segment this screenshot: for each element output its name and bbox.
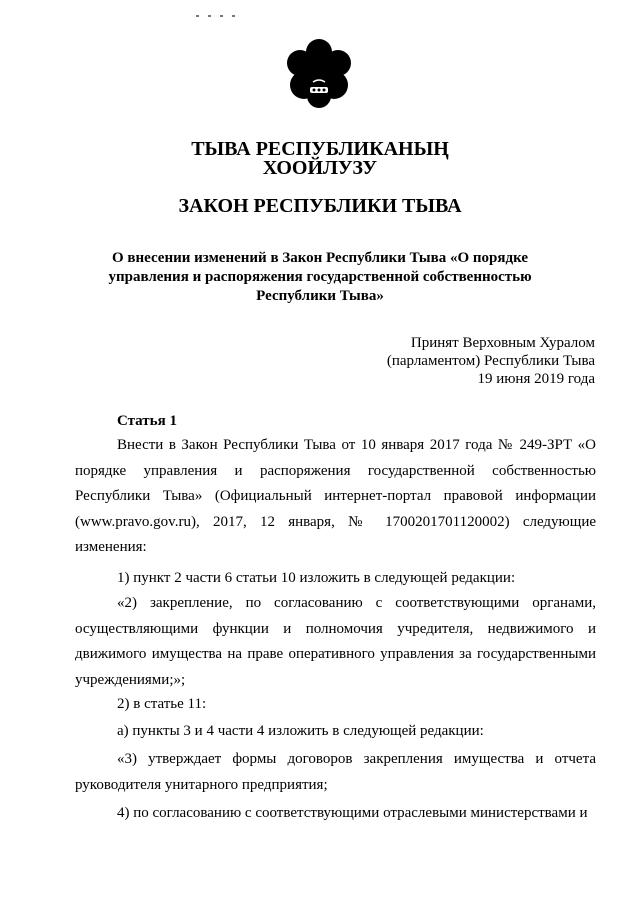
article-heading: Статья 1 bbox=[117, 413, 177, 429]
tuvan-title-line2: ХООЙЛУЗУ bbox=[262, 157, 378, 179]
tuva-coat-of-arms-icon bbox=[283, 38, 355, 110]
paragraph: «3) утверждает формы договоров закрепления имущества и отчета руководителя унитарного предприятия; bbox=[75, 751, 596, 793]
adoption-block bbox=[387, 334, 595, 388]
adoption-line: (парламентом) Республики Тыва bbox=[386, 353, 595, 369]
paragraph: 4) по согласованию с соответствующими отраслевыми министерствами и bbox=[117, 805, 588, 821]
scan-artifact bbox=[196, 4, 266, 6]
adoption-line: Принят Верховным Хуралом bbox=[410, 335, 595, 351]
tuvan-title-line1: ТЫВА РЕСПУБЛИКАНЫҢ bbox=[191, 138, 449, 160]
law-subject: О внесении изменений в Закон Республики Тыва «О порядке управления и распоряжения государственной собственностью Республики Тыва» bbox=[108, 250, 532, 304]
paragraph: а) пункты 3 и 4 части 4 изложить в следующей редакции: bbox=[117, 723, 484, 739]
paragraph: 1) пункт 2 части 6 статьи 10 изложить в следующей редакции: bbox=[117, 570, 516, 586]
paragraph: 2) в статье 11: bbox=[117, 696, 207, 712]
adoption-date: 19 июня 2019 года bbox=[477, 371, 595, 387]
paragraph: «2) закрепление, по согласованию с соответствующими органами, осуществляющими функции и полномочия учредителя, недвижимого и движимого имущества на праве оперативного управления за государственными учреждениями;»; bbox=[75, 595, 596, 688]
paragraph: Внести в Закон Республики Тыва от 10 января 2017 года № 249-ЗРТ «О порядке управления и распоряжения государственной собственностью Республики Тыва» (Официальный интернет-портал правовой информации (www.pravo.gov.ru), 2017, 12 января, № 1700201701120002) следующие изменения: bbox=[75, 437, 596, 555]
law-title: ЗАКОН РЕСПУБЛИКИ ТЫВА bbox=[178, 195, 462, 217]
